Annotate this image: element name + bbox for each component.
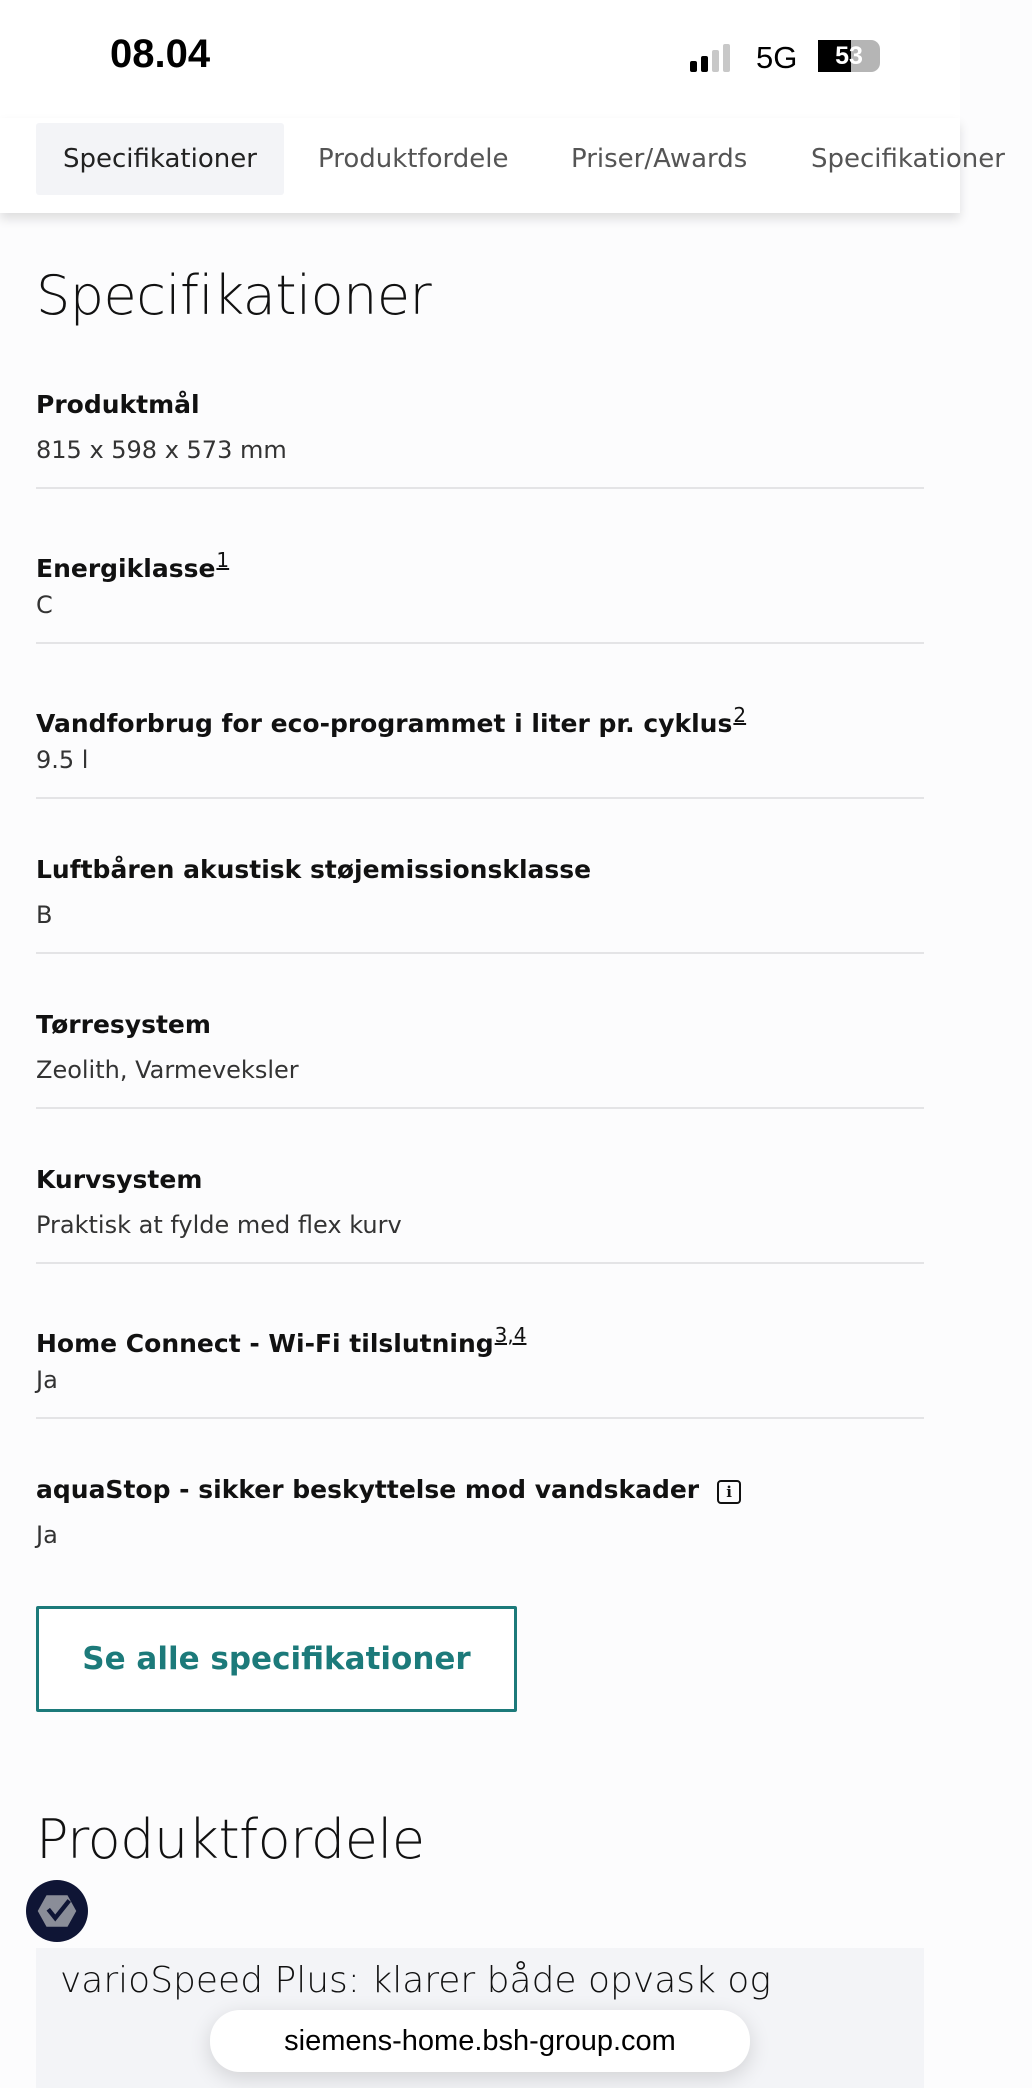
- tab-produktfordele[interactable]: Produktfordele: [318, 144, 509, 174]
- spec-value: Praktisk at fylde med flex kurv: [36, 1211, 402, 1239]
- spec-label: [36, 697, 746, 742]
- divider: [36, 1417, 924, 1419]
- tab-specifikationer[interactable]: Specifikationer: [36, 123, 284, 195]
- specs-heading: Specifikationer: [36, 264, 432, 327]
- status-bar: [0, 0, 960, 118]
- spec-value: Ja: [36, 1521, 58, 1549]
- benefits-heading: Produktfordele: [36, 1808, 425, 1871]
- battery-icon: [818, 40, 880, 72]
- spec-label: [36, 387, 200, 423]
- spec-row: [36, 542, 924, 697]
- divider: [36, 487, 924, 489]
- spec-row: [36, 1317, 924, 1472]
- footnote-link[interactable]: 2: [733, 703, 747, 727]
- spec-value: Zeolith, Varmeveksler: [36, 1056, 299, 1084]
- see-all-specs-button[interactable]: Se alle specifikationer: [36, 1606, 517, 1712]
- spec-value: 9.5 l: [36, 746, 89, 774]
- spec-label-text: Vandforbrug for eco-programmet i liter pr. cyklus: [36, 709, 733, 738]
- spec-label-text: Kurvsystem: [36, 1165, 203, 1194]
- spec-label: [36, 1162, 202, 1198]
- info-icon[interactable]: i: [717, 1480, 741, 1504]
- spec-value: Ja: [36, 1366, 58, 1394]
- spec-label: [36, 542, 229, 587]
- battery-level: 53: [835, 42, 863, 70]
- signal-icon: [690, 42, 730, 72]
- benefit-card-text: varioSpeed Plus: klarer både opvask og: [60, 1960, 771, 2001]
- divider: [36, 642, 924, 644]
- spec-label-text: Luftbåren akustisk støjemissionsklasse: [36, 855, 592, 884]
- spec-label: [36, 852, 591, 888]
- spec-row: [36, 697, 924, 852]
- spec-label-text: aquaStop - sikker beskyttelse mod vandskader: [36, 1475, 700, 1504]
- divider: [36, 1107, 924, 1109]
- spec-row: [36, 852, 924, 1007]
- divider: [36, 797, 924, 799]
- divider: [36, 952, 924, 954]
- spec-row: [36, 387, 924, 542]
- footnote-link[interactable]: 1: [216, 548, 230, 572]
- spec-value: 815 x 598 x 573 mm: [36, 436, 287, 464]
- spec-label-text: Produktmål: [36, 390, 200, 419]
- tab-specifikationer-2[interactable]: Specifikationer: [811, 144, 1005, 174]
- spec-label: [36, 1007, 211, 1043]
- spec-label: [36, 1472, 741, 1508]
- tab-priser-awards[interactable]: Priser/Awards: [571, 144, 748, 174]
- spec-label-text: Energiklasse: [36, 554, 216, 583]
- spec-label: [36, 1317, 526, 1362]
- spec-value: B: [36, 901, 53, 929]
- spec-row: [36, 1007, 924, 1162]
- spec-row: [36, 1162, 924, 1317]
- footnote-link[interactable]: 3,4: [494, 1323, 527, 1347]
- browser-url-bar[interactable]: siemens-home.bsh-group.com: [210, 2010, 750, 2072]
- trust-badge-icon[interactable]: [26, 1880, 88, 1942]
- section-tab-bar: [0, 118, 1005, 213]
- spec-label-text: Home Connect - Wi-Fi tilslutning: [36, 1329, 494, 1358]
- spec-label-text: Tørresystem: [36, 1010, 211, 1039]
- spec-value: C: [36, 591, 53, 619]
- status-time: 08.04: [110, 32, 211, 76]
- network-type: 5G: [756, 40, 798, 75]
- divider: [36, 1262, 924, 1264]
- spec-row: [36, 1472, 924, 1627]
